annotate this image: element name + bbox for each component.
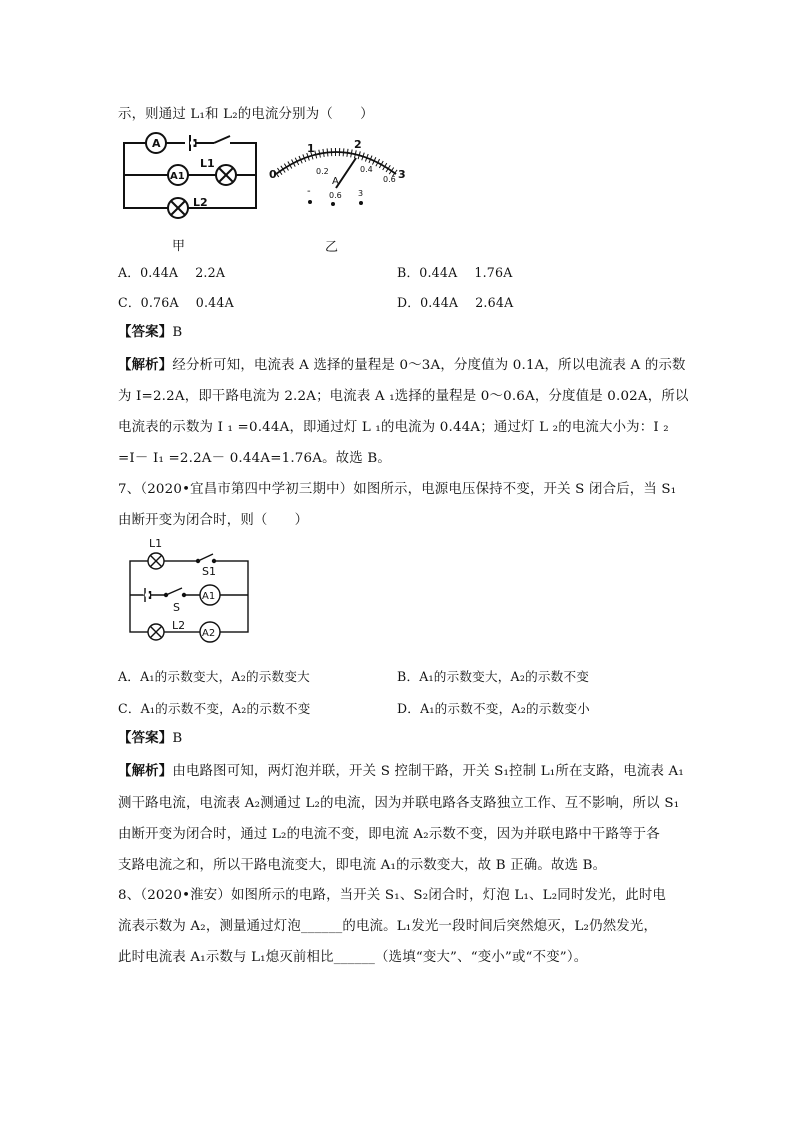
q6-option-d: D．0.44A 2.64A bbox=[397, 295, 514, 310]
q6-analysis-line-3: 电流表的示数为 I ₁ =0.44A，即通过灯 L ₁的电流为 0.44A；通过灯 L ₂的电流大小为：I ₂ bbox=[118, 420, 669, 435]
dial-tick-2: 2 bbox=[354, 138, 362, 151]
q7-option-c: C．A₁的示数不变，A₂的示数不变 bbox=[118, 701, 311, 716]
circuit-lamp-l2-label: L2 bbox=[172, 619, 186, 632]
q6-figure-yi-caption: 乙 bbox=[325, 240, 339, 255]
dial-unit-a: A bbox=[332, 176, 339, 187]
analysis-text: 由电路图可知，两灯泡并联，开关 S 控制干路，开关 S₁控制 L₁所在支路，电流表 A₁ bbox=[172, 764, 684, 779]
q7-analysis-line-2: 测干路电流，电流表 A₂测通过 L₂的电流，因为并联电路各支路独立工作、互不影响，所以 S₁ bbox=[118, 796, 680, 811]
circuit-ammeter-a1-label: A1 bbox=[170, 171, 185, 182]
q7-option-d: D．A₁的示数不变，A₂的示数变小 bbox=[397, 701, 590, 716]
q8-stem-line-1: 8、（2020•淮安）如图所示的电路，当开关 S₁、S₂闭合时，灯泡 L₁、L₂同时发光，此时电 bbox=[118, 888, 667, 903]
q6-circuit-diagram bbox=[118, 128, 263, 220]
q6-analysis-line-1 bbox=[118, 354, 686, 373]
q8-stem-line-2: 流表示数为 A₂，测量通过灯泡______的电流。L₁发光一段时间后突然熄灭，L₂仍然发光， bbox=[118, 919, 658, 934]
q6-analysis-line-4: =I－ I₁ =2.2A－ 0.44A=1.76A。故选 B。 bbox=[118, 451, 391, 466]
dial-tick-1: 1 bbox=[307, 142, 315, 155]
circuit-lamp-l1-label: L1 bbox=[149, 537, 163, 550]
q7-stem-line-2: 由断开变为闭合时，则（ ） bbox=[118, 513, 309, 528]
answer-value: B bbox=[172, 731, 183, 746]
circuit-lamp-l2-label: L2 bbox=[193, 196, 208, 209]
q6-answer bbox=[118, 321, 182, 340]
answer-label: 【答案】 bbox=[118, 730, 173, 746]
q6-ammeter-dial bbox=[266, 136, 406, 216]
circuit-ammeter-a1-label: A1 bbox=[202, 591, 216, 602]
q7-option-a: A．A₁的示数变大，A₂的示数变大 bbox=[118, 669, 310, 684]
q6-analysis-line-2: 为 I=2.2A，即干路电流为 2.2A；电流表 A ₁选择的量程是 0～0.6A，分度值是 0.02A，所以 bbox=[118, 389, 689, 404]
dial-sub-0.6: 0.6 bbox=[383, 175, 396, 184]
dial-sub-0.4: 0.4 bbox=[360, 165, 373, 174]
q8-stem-line-3: 此时电流表 A₁示数与 L₁熄灭前相比______（选填“变大”、“变小”或“不变”）。 bbox=[118, 950, 588, 965]
dial-terminal-3: 3 bbox=[358, 189, 364, 198]
answer-value: B bbox=[172, 325, 183, 340]
q6-option-b: B．0.44A 1.76A bbox=[397, 265, 513, 280]
q6-option-c: C．0.76A 0.44A bbox=[118, 295, 234, 310]
q7-answer bbox=[118, 727, 182, 746]
q6-stem: 示，则通过 L₁和 L₂的电流分别为（ ） bbox=[118, 107, 374, 122]
q7-circuit-diagram bbox=[118, 533, 258, 643]
circuit-switch-s-label: S bbox=[173, 601, 180, 614]
q7-analysis-line-1 bbox=[118, 760, 684, 779]
circuit-lamp-l1-label: L1 bbox=[200, 157, 215, 170]
q7-analysis-line-4: 支路电流之和，所以干路电流变大，即电流 A₁的示数变大，故 B 正确。故选 B。 bbox=[118, 858, 607, 873]
analysis-label: 【解析】 bbox=[118, 763, 173, 779]
dial-terminal-0.6: 0.6 bbox=[329, 191, 342, 200]
dial-terminal-minus: - bbox=[307, 186, 311, 197]
q6-figure-jia-caption: 甲 bbox=[172, 239, 186, 254]
answer-label: 【答案】 bbox=[118, 324, 173, 340]
q6-option-a: A．0.44A 2.2A bbox=[118, 265, 226, 280]
q7-option-b: B．A₁的示数变大，A₂的示数不变 bbox=[397, 669, 590, 684]
circuit-switch-s1-label: S1 bbox=[202, 565, 216, 578]
q7-stem-line-1: 7、（2020•宜昌市第四中学初三期中）如图所示，电源电压保持不变，开关 S 闭合后，当 S₁ bbox=[118, 482, 677, 497]
circuit-ammeter-a2-label: A2 bbox=[202, 628, 216, 639]
analysis-text: 经分析可知，电流表 A 选择的量程是 0～3A，分度值为 0.1A，所以电流表 A 的示数 bbox=[172, 358, 686, 373]
circuit-ammeter-a-label: A bbox=[152, 137, 161, 150]
dial-sub-0.2: 0.2 bbox=[316, 167, 329, 176]
dial-tick-3: 3 bbox=[398, 168, 406, 181]
dial-tick-0: 0 bbox=[269, 168, 277, 181]
analysis-label: 【解析】 bbox=[118, 357, 173, 373]
q7-analysis-line-3: 由断开变为闭合时，通过 L₂的电流不变，即电流 A₂示数不变，因为并联电路中干路等于各 bbox=[118, 827, 660, 842]
